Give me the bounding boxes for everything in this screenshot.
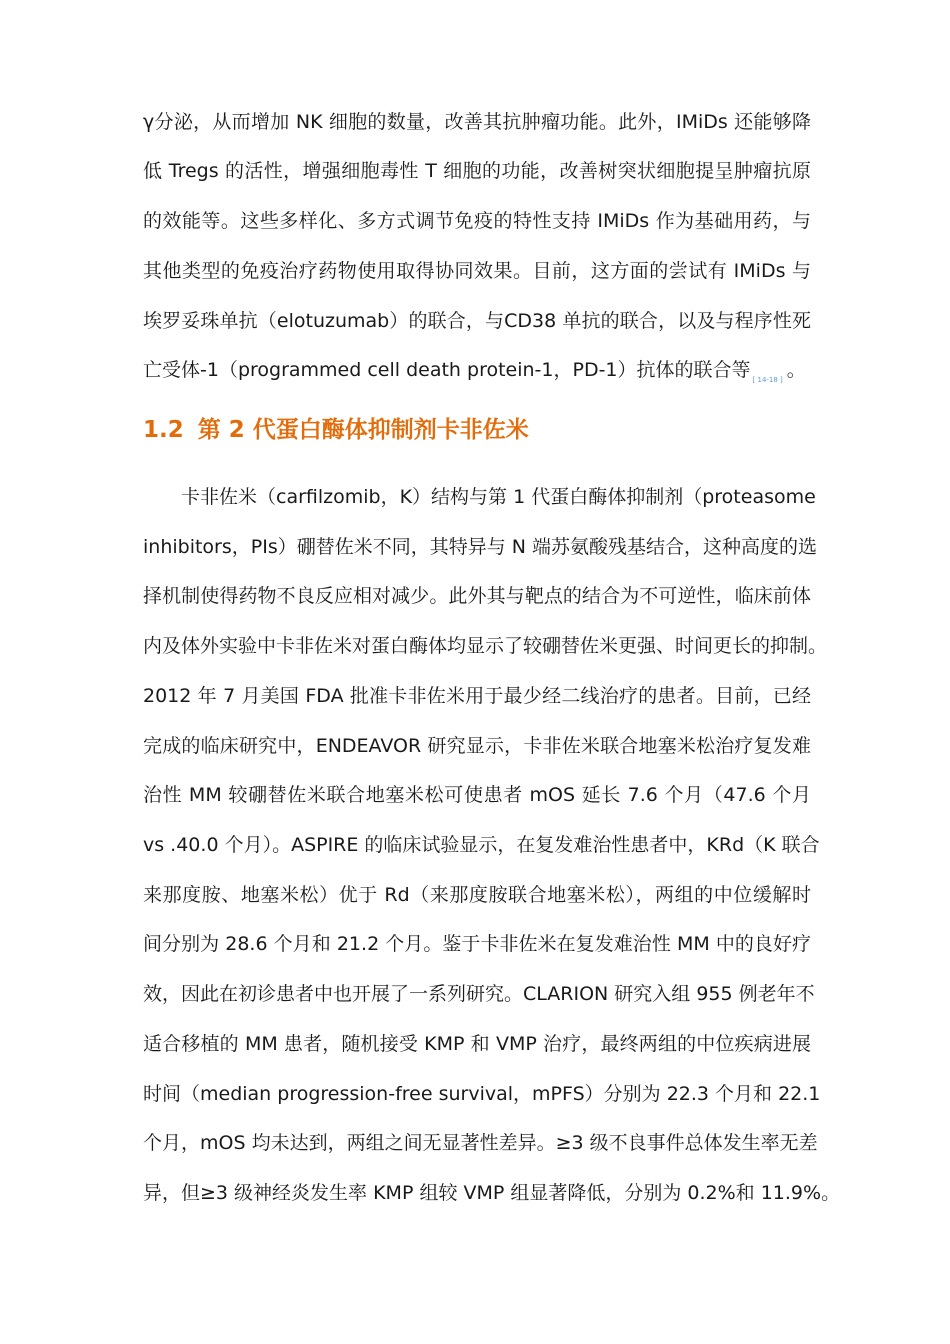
- paragraph-line: 的效能等。这些多样化、多方式调节免疫的特性支持 IMiDs 作为基础用药，与: [143, 210, 811, 232]
- paragraph-line: vs .40.0 个月）。ASPIRE 的临床试验显示，在复发难治性患者中，KRd（K 联合: [143, 834, 820, 856]
- paragraph-text: 亡受体-1（programmed cell death protein-1，PD-1）抗体的联合等: [143, 359, 751, 381]
- paragraph-line: inhibitors，PIs）硼替佐米不同，其特异与 N 端苏氨酸残基结合，这种高度的选: [143, 536, 818, 558]
- section-title: 第 2 代蛋白酶体抑制剂卡非佐米: [197, 417, 529, 443]
- paragraph-line: 其他类型的免疫治疗药物使用取得协同效果。目前，这方面的尝试有 IMiDs 与: [143, 260, 811, 282]
- paragraph-line: 埃罗妥珠单抗（elotuzumab）的联合，与CD38 单抗的联合，以及与程序性死: [143, 310, 811, 332]
- paragraph-line: 异，但≥3 级神经炎发生率 KMP 组较 VMP 组显著降低，分别为 0.2%和 11.9%。: [143, 1182, 841, 1204]
- reference-citation[interactable]: [ 14-18 ]: [752, 376, 783, 384]
- paragraph-line: 来那度胺、地塞米松）优于 Rd（来那度胺联合地塞米松），两组的中位缓解时: [143, 884, 811, 906]
- paragraph-line: 适合移植的 MM 患者，随机接受 KMP 和 VMP 治疗，最终两组的中位疾病进展: [143, 1033, 811, 1055]
- paragraph-line: γ分泌，从而增加 NK 细胞的数量，改善其抗肿瘤功能。此外，IMiDs 还能够降: [143, 111, 811, 133]
- paragraph-last-line: [143, 357, 811, 393]
- paragraph-line: 内及体外实验中卡非佐米对蛋白酶体均显示了较硼替佐米更强、时间更长的抑制。: [143, 635, 828, 657]
- paragraph-line: 效，因此在初诊患者中也开展了一系列研究。CLARION 研究入组 955 例老年不: [143, 983, 815, 1005]
- paragraph-line: 个月，mOS 均未达到，两组之间无显著性差异。≥3 级不良事件总体发生率无差: [143, 1132, 818, 1154]
- paragraph-line: 卡非佐米（carfilzomib，K）结构与第 1 代蛋白酶体抑制剂（proteasome: [181, 486, 816, 508]
- paragraph-line: 择机制使得药物不良反应相对减少。此外其与靶点的结合为不可逆性，临床前体: [143, 585, 811, 607]
- paragraph-line: 间分别为 28.6 个月和 21.2 个月。鉴于卡非佐米在复发难治性 MM 中的良好疗: [143, 933, 811, 955]
- paragraph-line: 2012 年 7 月美国 FDA 批准卡非佐米用于最少经二线治疗的患者。目前，已经: [143, 685, 811, 707]
- paragraph-end-mark: 。: [786, 359, 806, 381]
- paragraph-line: 低 Tregs 的活性，增强细胞毒性 T 细胞的功能，改善树突状细胞提呈肿瘤抗原: [143, 160, 811, 182]
- paragraph-line: 治性 MM 较硼替佐米联合地塞米松可使患者 mOS 延长 7.6 个月（47.6 个月: [143, 784, 811, 806]
- paragraph-line: 完成的临床研究中，ENDEAVOR 研究显示，卡非佐米联合地塞米松治疗复发难: [143, 735, 811, 757]
- section-heading: [143, 414, 529, 446]
- section-number: 1.2: [143, 417, 184, 443]
- paragraph-line: 时间（median progression-free survival，mPFS）分别为 22.3 个月和 22.1: [143, 1083, 821, 1105]
